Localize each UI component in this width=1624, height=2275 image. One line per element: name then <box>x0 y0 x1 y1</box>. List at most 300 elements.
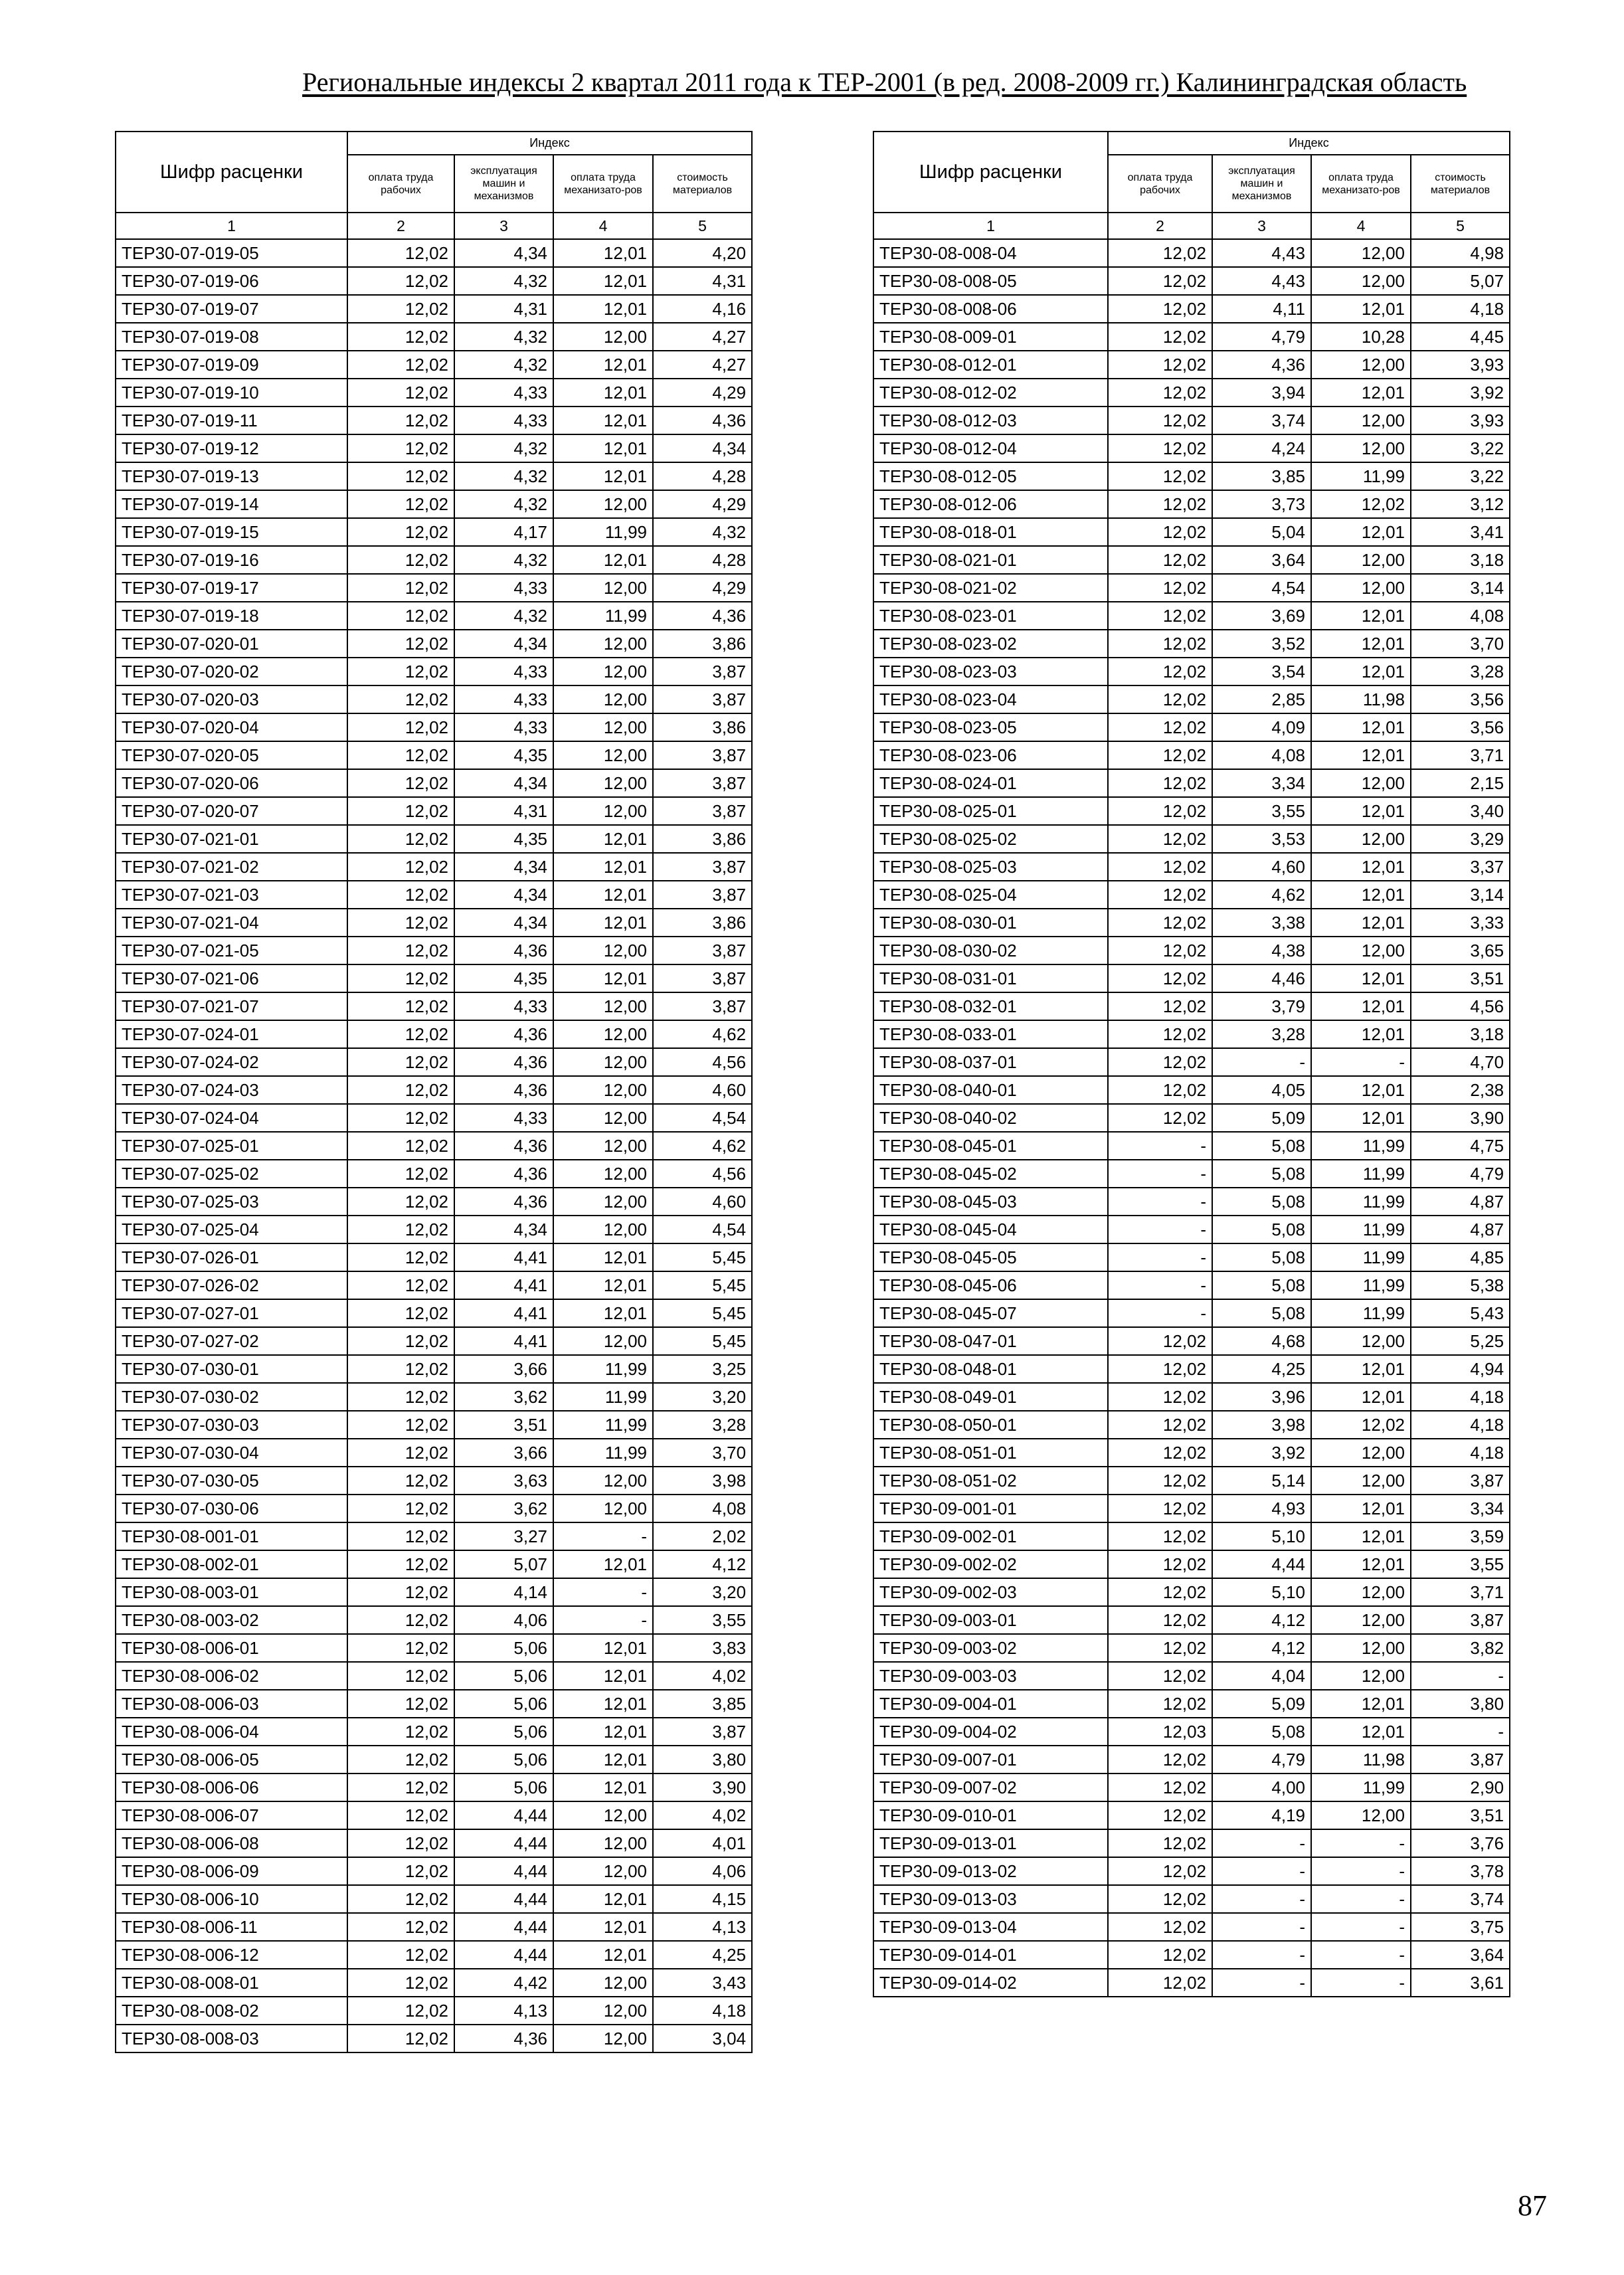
machines-cell: 5,08 <box>1212 1132 1311 1160</box>
machines-cell: 3,28 <box>1212 1020 1311 1048</box>
code-cell: ТЕР30-09-004-01 <box>873 1690 1108 1718</box>
machines-cell: 4,34 <box>454 881 553 909</box>
labor-cell: 12,02 <box>347 239 454 267</box>
operators-cell: 12,02 <box>1311 490 1411 518</box>
labor-cell: 12,02 <box>347 1662 454 1690</box>
operators-cell: 12,01 <box>553 462 653 490</box>
table-row <box>873 1718 1510 1746</box>
code-cell: ТЕР30-08-012-01 <box>873 351 1108 379</box>
machines-cell: 4,41 <box>454 1327 553 1355</box>
operators-cell: 12,00 <box>1311 434 1411 462</box>
machines-cell: 5,07 <box>454 1550 553 1578</box>
labor-cell: 12,02 <box>1108 741 1212 769</box>
table-row <box>116 574 752 602</box>
code-cell: ТЕР30-07-019-09 <box>116 351 347 379</box>
labor-cell: 12,02 <box>1108 1411 1212 1439</box>
operators-cell: 11,99 <box>553 1411 653 1439</box>
labor-cell: 12,02 <box>347 1271 454 1299</box>
code-cell: ТЕР30-08-023-05 <box>873 713 1108 741</box>
materials-cell: 4,02 <box>653 1801 752 1829</box>
machines-cell: 4,36 <box>454 1132 553 1160</box>
materials-cell: 5,25 <box>1411 1327 1510 1355</box>
table-row <box>116 937 752 964</box>
machines-cell: 4,36 <box>454 1076 553 1104</box>
materials-cell: 3,22 <box>1411 434 1510 462</box>
table-row <box>873 1606 1510 1634</box>
code-cell: ТЕР30-07-021-02 <box>116 853 347 881</box>
materials-cell: 3,75 <box>1411 1913 1510 1941</box>
materials-cell: 3,70 <box>1411 630 1510 658</box>
machines-cell: 4,54 <box>1212 574 1311 602</box>
operators-cell: - <box>1311 1969 1411 1997</box>
materials-cell: 3,87 <box>653 992 752 1020</box>
machines-cell: 4,35 <box>454 825 553 853</box>
operators-cell: 12,00 <box>553 937 653 964</box>
operators-cell: 12,01 <box>1311 909 1411 937</box>
labor-cell: 12,02 <box>347 1383 454 1411</box>
table-row <box>116 1243 752 1271</box>
machines-cell: 4,32 <box>454 351 553 379</box>
materials-cell: - <box>1411 1662 1510 1690</box>
materials-cell: 4,60 <box>653 1188 752 1216</box>
machines-cell: 4,32 <box>454 267 553 295</box>
materials-cell: 3,70 <box>653 1439 752 1467</box>
machines-cell: 4,34 <box>454 909 553 937</box>
operators-cell: 12,01 <box>1311 713 1411 741</box>
operators-cell: 12,00 <box>553 323 653 351</box>
table-row <box>873 1132 1510 1160</box>
operators-cell: 12,01 <box>553 881 653 909</box>
operators-cell: 11,99 <box>1311 462 1411 490</box>
code-cell: ТЕР30-07-024-04 <box>116 1104 347 1132</box>
operators-cell: 12,00 <box>1311 1578 1411 1606</box>
machines-cell: 4,08 <box>1212 741 1311 769</box>
materials-cell: 2,02 <box>653 1522 752 1550</box>
machines-cell: 3,94 <box>1212 379 1311 407</box>
materials-cell: 3,04 <box>653 2025 752 2052</box>
operators-cell: 12,00 <box>553 1495 653 1522</box>
code-cell: ТЕР30-09-007-02 <box>873 1774 1108 1801</box>
code-cell: ТЕР30-08-025-04 <box>873 881 1108 909</box>
table-row <box>116 658 752 685</box>
materials-cell: 4,27 <box>653 323 752 351</box>
labor-cell: 12,02 <box>1108 518 1212 546</box>
machines-cell: 5,08 <box>1212 1160 1311 1188</box>
machines-cell: 4,12 <box>1212 1634 1311 1662</box>
header-code: Шифр расценки <box>116 132 347 213</box>
code-cell: ТЕР30-09-013-04 <box>873 1913 1108 1941</box>
code-cell: ТЕР30-08-032-01 <box>873 992 1108 1020</box>
labor-cell: 12,02 <box>1108 1020 1212 1048</box>
materials-cell: 3,87 <box>653 881 752 909</box>
operators-cell: 11,98 <box>1311 1746 1411 1774</box>
code-cell: ТЕР30-08-012-05 <box>873 462 1108 490</box>
machines-cell: 5,08 <box>1212 1271 1311 1299</box>
operators-cell: 12,01 <box>1311 1104 1411 1132</box>
machines-cell: 4,31 <box>454 295 553 323</box>
materials-cell: 3,37 <box>1411 853 1510 881</box>
machines-cell: 5,06 <box>454 1690 553 1718</box>
labor-cell: 12,02 <box>347 1132 454 1160</box>
machines-cell: 5,06 <box>454 1718 553 1746</box>
machines-cell: 4,05 <box>1212 1076 1311 1104</box>
labor-cell: 12,02 <box>347 602 454 630</box>
code-cell: ТЕР30-07-020-05 <box>116 741 347 769</box>
materials-cell: 4,54 <box>653 1216 752 1243</box>
labor-cell: 12,02 <box>347 1495 454 1522</box>
labor-cell: 12,02 <box>1108 1467 1212 1495</box>
code-cell: ТЕР30-08-045-03 <box>873 1188 1108 1216</box>
code-cell: ТЕР30-07-030-06 <box>116 1495 347 1522</box>
code-cell: ТЕР30-08-021-01 <box>873 546 1108 574</box>
labor-cell: 12,02 <box>347 909 454 937</box>
labor-cell: 12,02 <box>347 1188 454 1216</box>
code-cell: ТЕР30-08-008-05 <box>873 267 1108 295</box>
materials-cell: 4,15 <box>653 1885 752 1913</box>
operators-cell: 12,00 <box>553 1048 653 1076</box>
table-row <box>116 1355 752 1383</box>
code-cell: ТЕР30-07-021-07 <box>116 992 347 1020</box>
machines-cell: 4,33 <box>454 992 553 1020</box>
materials-cell: 5,45 <box>653 1299 752 1327</box>
labor-cell: 12,02 <box>347 434 454 462</box>
code-cell: ТЕР30-07-020-07 <box>116 797 347 825</box>
labor-cell: 12,02 <box>347 546 454 574</box>
labor-cell: 12,02 <box>347 1997 454 2025</box>
materials-cell: 3,80 <box>653 1746 752 1774</box>
machines-cell: 3,62 <box>454 1383 553 1411</box>
labor-cell: 12,02 <box>347 1550 454 1578</box>
operators-cell: 12,01 <box>1311 295 1411 323</box>
code-cell: ТЕР30-07-019-14 <box>116 490 347 518</box>
machines-cell: 4,33 <box>454 713 553 741</box>
operators-cell: 12,01 <box>1311 1020 1411 1048</box>
machines-cell: 4,43 <box>1212 267 1311 295</box>
table-row <box>116 379 752 407</box>
operators-cell: 12,00 <box>553 769 653 797</box>
materials-cell: 4,06 <box>653 1857 752 1885</box>
code-cell: ТЕР30-07-030-02 <box>116 1383 347 1411</box>
code-cell: ТЕР30-08-006-04 <box>116 1718 347 1746</box>
operators-cell: 12,00 <box>1311 1439 1411 1467</box>
header-operators: оплата труда механизато-ров <box>553 155 653 213</box>
table-row <box>116 602 752 630</box>
code-cell: ТЕР30-09-003-03 <box>873 1662 1108 1690</box>
machines-cell: 3,34 <box>1212 769 1311 797</box>
materials-cell: 3,87 <box>1411 1467 1510 1495</box>
materials-cell: 3,20 <box>653 1578 752 1606</box>
table-row <box>116 407 752 434</box>
materials-cell: 4,98 <box>1411 239 1510 267</box>
labor-cell: 12,02 <box>1108 1913 1212 1941</box>
materials-cell: 3,20 <box>653 1383 752 1411</box>
labor-cell: 12,02 <box>1108 1578 1212 1606</box>
machines-cell: 5,06 <box>454 1746 553 1774</box>
code-cell: ТЕР30-07-021-04 <box>116 909 347 937</box>
machines-cell: 4,33 <box>454 407 553 434</box>
machines-cell: 4,33 <box>454 658 553 685</box>
operators-cell: 12,01 <box>553 964 653 992</box>
machines-cell: 3,38 <box>1212 909 1311 937</box>
operators-cell: 12,00 <box>553 1132 653 1160</box>
labor-cell: 12,02 <box>347 1439 454 1467</box>
labor-cell: 12,02 <box>1108 574 1212 602</box>
machines-cell: 4,41 <box>454 1299 553 1327</box>
machines-cell: - <box>1212 1885 1311 1913</box>
code-cell: ТЕР30-07-021-06 <box>116 964 347 992</box>
labor-cell: 12,02 <box>347 1243 454 1271</box>
labor-cell: 12,02 <box>1108 713 1212 741</box>
header-num-5: 5 <box>1411 213 1510 239</box>
table-row <box>116 1690 752 1718</box>
labor-cell: 12,02 <box>1108 1606 1212 1634</box>
labor-cell: 12,02 <box>1108 685 1212 713</box>
materials-cell: 3,90 <box>1411 1104 1510 1132</box>
code-cell: ТЕР30-08-003-02 <box>116 1606 347 1634</box>
header-num-5: 5 <box>653 213 752 239</box>
operators-cell: 12,00 <box>1311 351 1411 379</box>
labor-cell: 12,02 <box>347 1216 454 1243</box>
materials-cell: 3,93 <box>1411 351 1510 379</box>
code-cell: ТЕР30-08-006-03 <box>116 1690 347 1718</box>
labor-cell: 12,02 <box>1108 462 1212 490</box>
labor-cell: 12,02 <box>1108 239 1212 267</box>
header-machines: эксплуатация машин и механизмов <box>454 155 553 213</box>
code-cell: ТЕР30-08-023-02 <box>873 630 1108 658</box>
code-cell: ТЕР30-07-025-02 <box>116 1160 347 1188</box>
labor-cell: 12,02 <box>347 992 454 1020</box>
code-cell: ТЕР30-07-019-12 <box>116 434 347 462</box>
materials-cell: 4,29 <box>653 574 752 602</box>
table-row <box>873 1383 1510 1411</box>
labor-cell: 12,02 <box>1108 379 1212 407</box>
machines-cell: - <box>1212 1829 1311 1857</box>
labor-cell: - <box>1108 1243 1212 1271</box>
header-num-1: 1 <box>873 213 1108 239</box>
table-row <box>116 797 752 825</box>
materials-cell: 4,60 <box>653 1076 752 1104</box>
operators-cell: 12,01 <box>553 1913 653 1941</box>
machines-cell: 4,34 <box>454 853 553 881</box>
labor-cell: 12,02 <box>347 1522 454 1550</box>
code-cell: ТЕР30-08-012-03 <box>873 407 1108 434</box>
operators-cell: 12,01 <box>553 1550 653 1578</box>
operators-cell: 12,01 <box>1311 630 1411 658</box>
operators-cell: 12,00 <box>553 1327 653 1355</box>
operators-cell: 12,00 <box>553 1076 653 1104</box>
labor-cell: 12,02 <box>347 462 454 490</box>
materials-cell: 4,16 <box>653 295 752 323</box>
labor-cell: - <box>1108 1299 1212 1327</box>
table-row <box>873 1690 1510 1718</box>
table-row <box>116 518 752 546</box>
code-cell: ТЕР30-07-019-18 <box>116 602 347 630</box>
table-row <box>873 239 1510 267</box>
table-row <box>873 1020 1510 1048</box>
materials-cell: 4,54 <box>653 1104 752 1132</box>
code-cell: ТЕР30-09-002-03 <box>873 1578 1108 1606</box>
code-cell: ТЕР30-08-012-06 <box>873 490 1108 518</box>
header-num-4: 4 <box>1311 213 1411 239</box>
materials-cell: 4,29 <box>653 490 752 518</box>
labor-cell: 12,02 <box>347 1913 454 1941</box>
header-num-3: 3 <box>454 213 553 239</box>
table-row <box>116 1132 752 1160</box>
machines-cell: 4,62 <box>1212 881 1311 909</box>
table-row <box>116 1411 752 1439</box>
header-num-3: 3 <box>1212 213 1311 239</box>
materials-cell: 3,87 <box>653 1718 752 1746</box>
labor-cell: - <box>1108 1216 1212 1243</box>
materials-cell: 3,43 <box>653 1969 752 1997</box>
materials-cell: 3,71 <box>1411 1578 1510 1606</box>
labor-cell: 12,02 <box>1108 1550 1212 1578</box>
code-cell: ТЕР30-07-021-01 <box>116 825 347 853</box>
operators-cell: 12,01 <box>553 1662 653 1690</box>
table-row <box>873 741 1510 769</box>
operators-cell: 12,01 <box>1311 1383 1411 1411</box>
operators-cell: 11,99 <box>553 1383 653 1411</box>
code-cell: ТЕР30-08-040-02 <box>873 1104 1108 1132</box>
operators-cell: 11,99 <box>1311 1243 1411 1271</box>
materials-cell: 5,45 <box>653 1271 752 1299</box>
labor-cell: 12,02 <box>1108 1941 1212 1969</box>
machines-cell: 5,08 <box>1212 1188 1311 1216</box>
machines-cell: 3,92 <box>1212 1439 1311 1467</box>
materials-cell: 3,28 <box>1411 658 1510 685</box>
code-cell: ТЕР30-09-010-01 <box>873 1801 1108 1829</box>
table-row <box>873 964 1510 992</box>
header-operators: оплата труда механизато-ров <box>1311 155 1411 213</box>
code-cell: ТЕР30-08-012-02 <box>873 379 1108 407</box>
operators-cell: 12,00 <box>553 574 653 602</box>
operators-cell: - <box>1311 1913 1411 1941</box>
header-index: Индекс <box>347 132 752 155</box>
code-cell: ТЕР30-08-006-08 <box>116 1829 347 1857</box>
operators-cell: 12,01 <box>1311 1550 1411 1578</box>
materials-cell: 4,32 <box>653 518 752 546</box>
materials-cell: 3,87 <box>653 658 752 685</box>
table-row <box>873 1634 1510 1662</box>
labor-cell: 12,02 <box>1108 1104 1212 1132</box>
labor-cell: 12,02 <box>1108 881 1212 909</box>
machines-cell: 4,14 <box>454 1578 553 1606</box>
machines-cell: 5,08 <box>1212 1299 1311 1327</box>
table-row <box>873 909 1510 937</box>
machines-cell: 3,79 <box>1212 992 1311 1020</box>
code-cell: ТЕР30-07-019-10 <box>116 379 347 407</box>
labor-cell: 12,02 <box>1108 1076 1212 1104</box>
materials-cell: 3,28 <box>653 1411 752 1439</box>
labor-cell: 12,02 <box>347 1969 454 1997</box>
operators-cell: 12,00 <box>553 685 653 713</box>
machines-cell: 4,44 <box>454 1829 553 1857</box>
operators-cell: 12,02 <box>1311 1411 1411 1439</box>
machines-cell: 4,33 <box>454 685 553 713</box>
materials-cell: 3,51 <box>1411 1801 1510 1829</box>
machines-cell: 4,36 <box>454 1048 553 1076</box>
code-cell: ТЕР30-07-019-17 <box>116 574 347 602</box>
machines-cell: 3,27 <box>454 1522 553 1550</box>
labor-cell: 12,02 <box>1108 1857 1212 1885</box>
page-title: Региональные индексы 2 квартал 2011 года к ТЕР-2001 (в ред. 2008-2009 гг.) Калининградская область <box>302 67 1467 97</box>
operators-cell: 12,00 <box>553 1216 653 1243</box>
machines-cell: 5,08 <box>1212 1216 1311 1243</box>
machines-cell: 4,34 <box>454 239 553 267</box>
materials-cell: 4,12 <box>653 1550 752 1578</box>
labor-cell: 12,02 <box>347 1048 454 1076</box>
table-row <box>116 853 752 881</box>
table-row <box>873 1522 1510 1550</box>
operators-cell: 12,00 <box>553 658 653 685</box>
machines-cell: 4,32 <box>454 546 553 574</box>
labor-cell: 12,02 <box>1108 1885 1212 1913</box>
operators-cell: 11,99 <box>1311 1132 1411 1160</box>
machines-cell: 4,32 <box>454 602 553 630</box>
code-cell: ТЕР30-09-003-02 <box>873 1634 1108 1662</box>
machines-cell: - <box>1212 1969 1311 1997</box>
materials-cell: 3,82 <box>1411 1634 1510 1662</box>
table-row <box>873 1327 1510 1355</box>
machines-cell: 4,60 <box>1212 853 1311 881</box>
materials-cell: 3,87 <box>653 797 752 825</box>
materials-cell: 4,79 <box>1411 1160 1510 1188</box>
materials-cell: 4,01 <box>653 1829 752 1857</box>
labor-cell: 12,02 <box>1108 267 1212 295</box>
table-row <box>116 741 752 769</box>
code-cell: ТЕР30-08-023-06 <box>873 741 1108 769</box>
machines-cell: 5,06 <box>454 1774 553 1801</box>
operators-cell: 12,01 <box>553 853 653 881</box>
code-cell: ТЕР30-07-019-15 <box>116 518 347 546</box>
code-cell: ТЕР30-08-040-01 <box>873 1076 1108 1104</box>
operators-cell: 12,00 <box>553 1020 653 1048</box>
machines-cell: 4,04 <box>1212 1662 1311 1690</box>
machines-cell: 4,36 <box>1212 351 1311 379</box>
machines-cell: 4,32 <box>454 490 553 518</box>
labor-cell: 12,02 <box>347 713 454 741</box>
labor-cell: 12,02 <box>347 630 454 658</box>
table-row <box>873 1550 1510 1578</box>
machines-cell: 3,52 <box>1212 630 1311 658</box>
table-row <box>116 1216 752 1243</box>
code-cell: ТЕР30-08-033-01 <box>873 1020 1108 1048</box>
labor-cell: 12,02 <box>1108 825 1212 853</box>
table-row <box>873 1829 1510 1857</box>
machines-cell: 4,36 <box>454 2025 553 2052</box>
code-cell: ТЕР30-08-045-05 <box>873 1243 1108 1271</box>
materials-cell: 3,86 <box>653 825 752 853</box>
labor-cell: 12,02 <box>1108 1327 1212 1355</box>
table-row <box>873 1104 1510 1132</box>
labor-cell: 12,02 <box>347 1829 454 1857</box>
code-cell: ТЕР30-08-009-01 <box>873 323 1108 351</box>
materials-cell: 5,07 <box>1411 267 1510 295</box>
materials-cell: 5,45 <box>653 1243 752 1271</box>
materials-cell: 3,87 <box>1411 1606 1510 1634</box>
table-row <box>116 1271 752 1299</box>
table-row <box>116 685 752 713</box>
table-row <box>116 1020 752 1048</box>
operators-cell: - <box>1311 1941 1411 1969</box>
materials-cell: 3,74 <box>1411 1885 1510 1913</box>
operators-cell: - <box>553 1578 653 1606</box>
machines-cell: 4,44 <box>454 1913 553 1941</box>
operators-cell: 12,00 <box>553 797 653 825</box>
labor-cell: 12,02 <box>347 1160 454 1188</box>
materials-cell: 5,38 <box>1411 1271 1510 1299</box>
table-row <box>873 937 1510 964</box>
